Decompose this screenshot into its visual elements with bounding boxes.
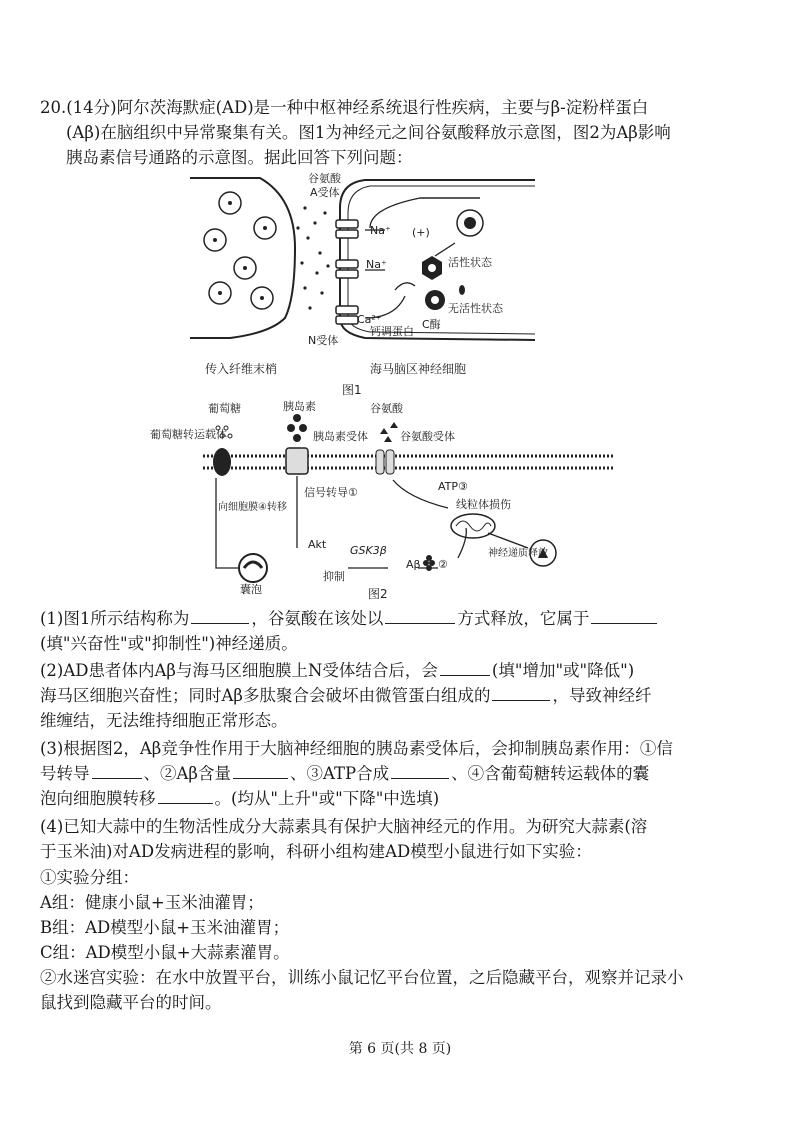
q4-group-b: B组：AD模型小鼠+玉米油灌胃；: [40, 918, 290, 937]
gsk3b-label: GSK3β: [350, 544, 387, 557]
q3-line1: (3)根据图2，Aβ竞争性作用于大脑神经细胞的胰岛素受体后，会抑制胰岛素作用：①信: [40, 739, 673, 758]
q2-blank-structure[interactable]: [492, 684, 550, 701]
q3-text-d: 、③ATP合成: [289, 764, 390, 783]
glucose-transporter: [213, 448, 231, 476]
question-stem-line2: (Aβ)在脑组织中异常聚集有关。图1为神经元之间谷氨酸释放示意图，图2为Aβ影响: [66, 123, 671, 142]
na-label-2: Na⁺: [366, 258, 387, 271]
q3-blank-vesicle[interactable]: [158, 787, 213, 804]
vesicle-label: 囊泡: [240, 583, 262, 596]
q3-text-f: 泡向细胞膜转移: [40, 789, 156, 808]
q3-text-e: 、④含葡萄糖转运载体的囊: [451, 764, 650, 783]
insulin-receptor-label: 胰岛素受体: [313, 430, 368, 443]
cell-membrane: [203, 456, 613, 468]
neurotransmitter-release-label: 神经递质释放: [488, 548, 548, 559]
signal-transduction-label: 信号转导①: [304, 486, 358, 499]
q1-line1: [40, 607, 765, 631]
figure-1-synapse-diagram: [190, 168, 535, 398]
damaged-mitochondrion: [451, 514, 495, 538]
insulin-molecules: [287, 414, 307, 442]
q2-text-d: ，导致神经纤: [552, 686, 652, 705]
q1-blank-structure[interactable]: [191, 607, 249, 624]
q3-line3: [40, 787, 765, 811]
figure-1-caption: 图1: [342, 383, 362, 397]
calmodulin-label: 钙调蛋白: [370, 325, 414, 338]
figure-2-caption: 图2: [368, 587, 388, 601]
q3-text-b: 号转导: [40, 764, 90, 783]
glutamate-label: 谷氨酸: [308, 172, 341, 185]
q3-blank-abeta[interactable]: [233, 762, 288, 779]
hippocampus-neuron-label: 海马脑区神经细胞: [370, 362, 467, 376]
glutamate-label: 谷氨酸: [370, 402, 403, 415]
q1-text-c: 方式释放，它属于: [457, 609, 590, 628]
q4-group-a: A组：健康小鼠+玉米油灌胃；: [40, 893, 264, 912]
na-label-1: Na⁺: [370, 224, 391, 237]
q1-text-a: (1)图1所示结构称为: [40, 609, 190, 628]
marker-2-label: ②: [438, 558, 448, 571]
q3-line2: [40, 762, 765, 786]
q4-maze-line1: ②水迷宫实验：在水中放置平台，训练小鼠记忆平台位置，之后隐藏平台，观察并记录小: [40, 968, 684, 987]
question-stem-line1: 20.(14分)阿尔茨海默症(AD)是一种中枢神经系统退行性疾病，主要与β-淀粉样蛋白: [40, 98, 649, 117]
q4-line3: ①实验分组：: [40, 868, 139, 887]
q1-line2: (填"兴奋性"或"抑制性")神经递质。: [40, 634, 298, 653]
synaptic-vesicles: [204, 192, 276, 309]
q3-blank-atp[interactable]: [391, 762, 449, 779]
q2-line2: [40, 684, 765, 708]
glutamate-dots: [296, 206, 329, 309]
vesicle: [239, 554, 267, 582]
akt-label: Akt: [308, 538, 327, 551]
insulin-receptor: [286, 448, 308, 474]
q2-text-a: (2)AD患者体内Aβ与海马区细胞膜上N受体结合后，会: [40, 661, 438, 680]
inhibit-label: 抑制: [323, 570, 345, 583]
glutamate-molecules: [380, 422, 398, 442]
q2-text-b: (填"增加"或"降低"): [491, 661, 635, 680]
abeta-label: Aβ: [406, 558, 421, 571]
q1-text-b: ，谷氨酸在该处以: [251, 609, 384, 628]
q3-text-c: 、②Aβ含量: [143, 764, 231, 783]
page-footer: 第 6 页(共 8 页): [348, 1041, 452, 1057]
c-enzyme-label: C酶: [422, 318, 441, 331]
glutamate-receptor-label: 谷氨酸受体: [400, 430, 455, 443]
inactive-state-label: 无活性状态: [448, 302, 503, 315]
glutamate-receptor: [376, 450, 384, 474]
a-receptor-label: A受体: [310, 186, 340, 199]
calcium-label: Ca²⁺: [357, 313, 382, 326]
q4-group-c: C组：AD模型小鼠+大蒜素灌胃。: [40, 943, 290, 962]
q1-blank-release-mode[interactable]: [385, 607, 455, 624]
afferent-terminal-label: 传入纤维末梢: [205, 362, 278, 376]
q3-text-g: 。(均从"上升"或"下降"中选填): [214, 789, 440, 808]
q1-blank-type[interactable]: [591, 607, 657, 624]
plus-label: (+): [412, 226, 430, 239]
glucose-label: 葡萄糖: [208, 402, 241, 415]
active-state-label: 活性状态: [448, 256, 492, 269]
atp-label: ATP③: [438, 480, 468, 493]
q2-blank-excitability[interactable]: [440, 659, 490, 676]
q4-line2: 于玉米油)对AD发病进程的影响，科研小组构建AD模型小鼠进行如下实验：: [40, 842, 592, 861]
insulin-label: 胰岛素: [283, 400, 316, 413]
figure-2-insulin-pathway-diagram: [148, 398, 618, 603]
q2-line3: 维缠结，无法维持细胞正常形态。: [40, 711, 288, 730]
q3-blank-signal[interactable]: [92, 762, 142, 779]
n-receptor-label: N受体: [308, 334, 339, 347]
q2-line1: [40, 659, 765, 683]
move-to-membrane-label: 向细胞膜④转移: [218, 502, 287, 513]
q2-text-c: 海马区细胞兴奋性；同时Aβ多肽聚合会破坏由微管蛋白组成的: [40, 686, 491, 705]
transporter-label: 葡萄糖转运载体: [150, 428, 227, 441]
mitochondria-damage-label: 线粒体损伤: [456, 498, 511, 511]
q4-line1: (4)已知大蒜中的生物活性成分大蒜素具有保护大脑神经元的作用。为研究大蒜素(溶: [40, 817, 648, 836]
q4-maze-line2: 鼠找到隐藏平台的时间。: [40, 993, 222, 1012]
question-stem-line3: 胰岛素信号通路的示意图。据此回答下列问题：: [66, 148, 413, 167]
